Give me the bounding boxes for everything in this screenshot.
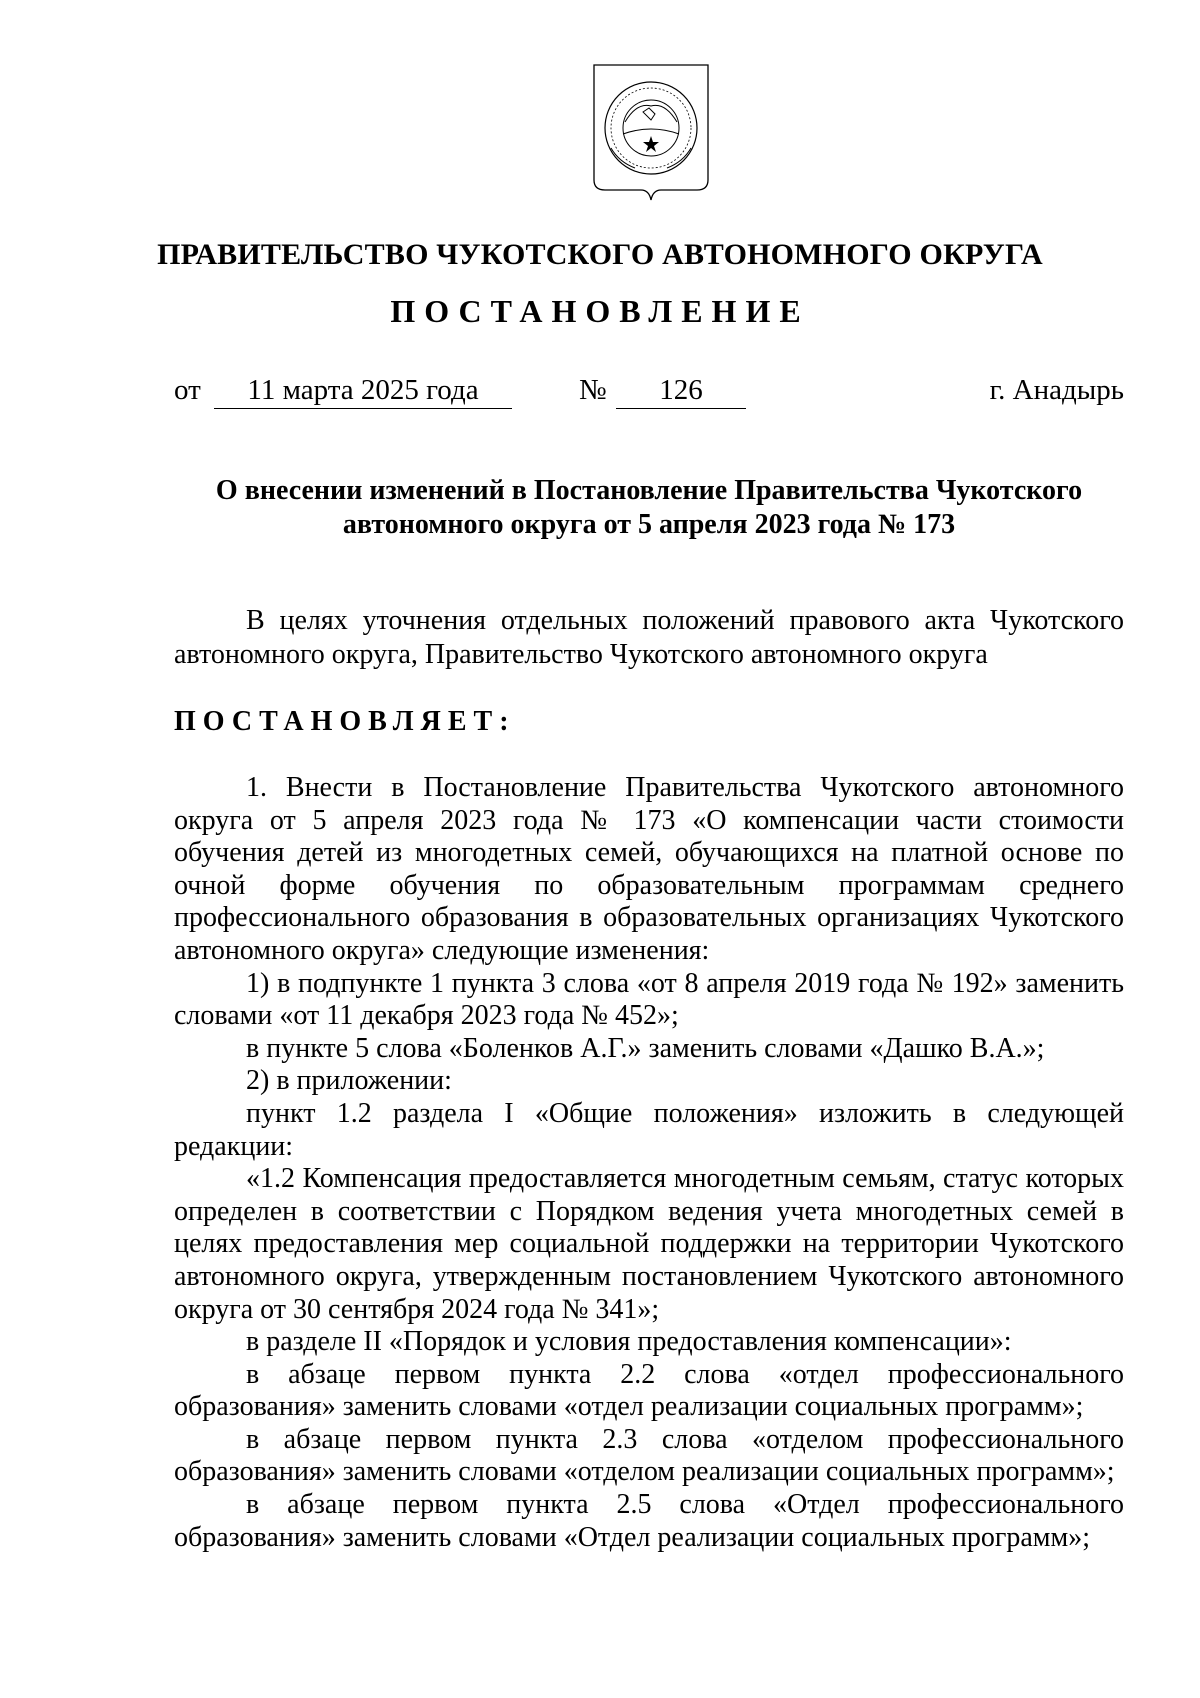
body-paragraph: в пункте 5 слова «Боленков А.Г.» заменить словами «Дашко В.А.»; [246, 1032, 1045, 1064]
subject-line: автономного округа от 5 апреля 2023 года № 173 [342, 509, 956, 540]
body-paragraph: в абзаце первом пункта 2.5 слова «Отдел профессионального образования» заменить словами «Отдел реализации социальных программ»; [174, 1489, 1124, 1553]
coat-of-arms-emblem [591, 62, 711, 212]
document-subject [174, 474, 1124, 542]
body-paragraph: в абзаце первом пункта 2.2 слова «отдел профессионального образования» заменить словами «отдел реализации социальных программ»; [174, 1358, 1124, 1423]
body-paragraph: в абзаце первом пункта 2.3 слова «отделом профессионального образования» заменить словами «отделом реализации социальных программ»; [174, 1423, 1124, 1488]
date-prefix: от [174, 374, 201, 406]
preamble-paragraph: В целях уточнения отдельных положений правового акта Чукотского автономного округа, Правительство Чукотского автономного округа [174, 605, 1124, 670]
document-type-heading: ПОСТАНОВЛЕНИЕ [390, 293, 810, 329]
document-body [174, 772, 1124, 1554]
document-city: г. Анадырь [989, 374, 1124, 406]
body-paragraph: 2) в приложении: [246, 1065, 452, 1097]
organization-heading: ПРАВИТЕЛЬСТВО ЧУКОТСКОГО АВТОНОМНОГО ОКРУГА [157, 238, 1043, 271]
body-paragraph: «1.2 Компенсация предоставляется многодетным семьям, статус которых определен в соответствии с Порядком ведения учета многодетных семей в целях предоставления мер социальной поддержки на территории Чукотского автономного округа, утвержденным постановлением Чукотского автономного округа от 30 сентября 2024 года № 341»; [174, 1163, 1124, 1325]
body-paragraph: 1. Внести в Постановление Правительства Чукотского автономного округа от 5 апреля 2023 года № 173 «О компенсации части стоимости обучения детей из многодетных семей, обучающихся на платной основе по очной форме обучения по образовательным программам среднего профессионального образования в образовательных организациях Чукотского автономного округа» следующие изменения: [174, 772, 1124, 966]
subject-line: О внесении изменений в Постановление Правительства Чукотского [215, 475, 1083, 506]
decrees-label: ПОСТАНОВЛЯЕТ: [174, 706, 516, 737]
body-paragraph: пункт 1.2 раздела I «Общие положения» изложить в следующей редакции: [174, 1097, 1124, 1162]
body-paragraph: 1) в подпункте 1 пункта 3 слова «от 8 апреля 2019 года № 192» заменить словами «от 11 декабря 2023 года № 452»; [174, 967, 1124, 1032]
number-sign: № [579, 374, 607, 406]
document-date: 11 марта 2025 года [214, 374, 512, 409]
document-details-line [174, 374, 1124, 414]
body-paragraph: в разделе II «Порядок и условия предоставления компенсации»: [246, 1326, 1012, 1358]
document-number: 126 [616, 374, 746, 409]
